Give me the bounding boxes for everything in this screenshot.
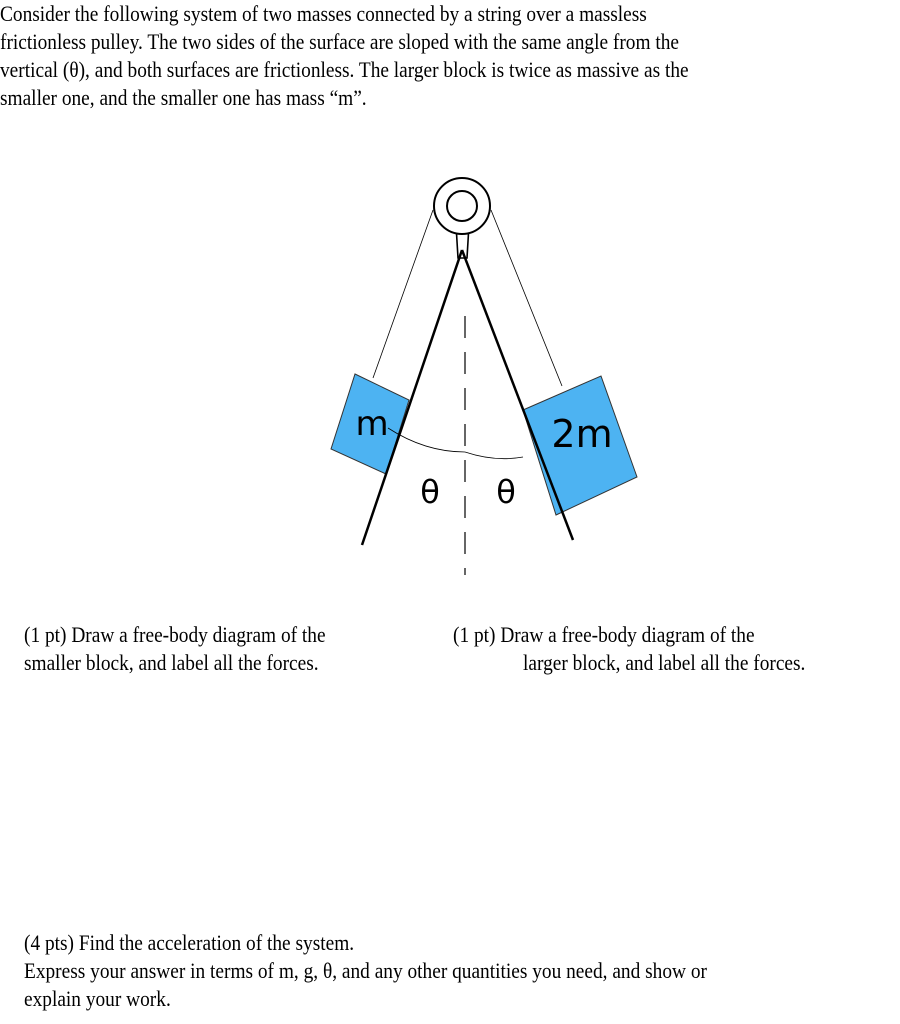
question-1-line-1: (1 pt) Draw a free-body diagram of the bbox=[24, 622, 326, 647]
large-mass-label: 2m bbox=[551, 412, 613, 456]
left-string bbox=[373, 210, 433, 378]
question-2-line-2: larger block, and label all the forces. bbox=[523, 650, 806, 675]
question-1-line-2: smaller block, and label all the forces. bbox=[24, 650, 319, 675]
intro-line-2: frictionless pulley. The two sides of the surface are sloped with the same angle from the bbox=[0, 29, 680, 54]
intro-line-3: vertical (θ), and both surfaces are frictionless. The larger block is twice as massive as the bbox=[0, 57, 689, 82]
question-3-line-2: Express your answer in terms of m, g, θ, and any other quantities you need, and show or bbox=[24, 958, 707, 983]
left-theta-label: θ bbox=[420, 473, 440, 511]
question-3-line-1: (4 pts) Find the acceleration of the system. bbox=[24, 930, 355, 955]
right-theta-label: θ bbox=[496, 473, 516, 511]
question-3-line-3: explain your work. bbox=[24, 986, 171, 1011]
intro-line-1: Consider the following system of two masses connected by a string over a massless bbox=[0, 1, 647, 26]
question-2-line-1: (1 pt) Draw a free-body diagram of the bbox=[453, 622, 755, 647]
intro-line-4: smaller one, and the smaller one has mass “m”. bbox=[0, 85, 367, 110]
small-mass-label: m bbox=[355, 404, 389, 444]
pulley-inner bbox=[447, 191, 477, 221]
right-angle-arc bbox=[465, 452, 523, 459]
right-string bbox=[491, 210, 562, 386]
